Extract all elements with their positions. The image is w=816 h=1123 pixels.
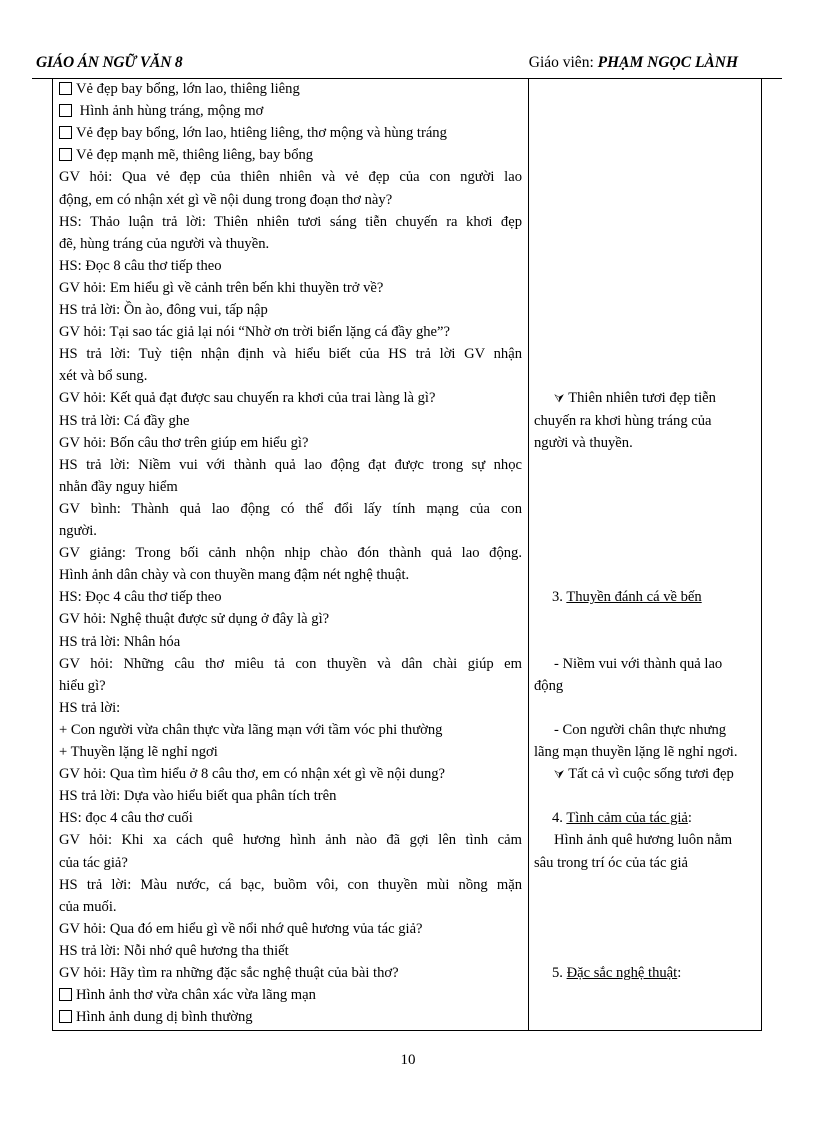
text-line <box>59 212 522 232</box>
line-text: người. <box>59 523 97 539</box>
line-text: Hình ảnh quê hương luôn nằm <box>554 832 733 849</box>
line-text: Tất cả vì cuộc sống tươi đẹp <box>568 766 734 783</box>
column-divider <box>528 79 529 1030</box>
line-text: - Con người chân thực nhưng <box>554 721 727 738</box>
line-text: Vẻ đẹp mạnh mẽ, thiêng liêng, bay bổng <box>76 147 314 164</box>
section-heading <box>552 963 681 983</box>
text-line <box>59 632 180 652</box>
text-line <box>59 830 522 850</box>
text-line <box>59 764 445 784</box>
teacher-label: Giáo viên: <box>528 54 594 71</box>
line-text: GV hỏi: Qua vẻ đẹp của thiên nhiên và vẻ đẹp của con người lao <box>59 169 522 186</box>
section-number: 4. <box>552 810 567 827</box>
line-text: HS: đọc 4 câu thơ cuối <box>59 810 193 827</box>
line-text: + Thuyền lặng lẽ nghỉ ngơi <box>59 744 218 760</box>
text-line <box>59 676 106 696</box>
line-text: GV hỏi: Tại sao tác giả lại nói “Nhờ ơn trời biển lặng cá đầy ghe”? <box>59 324 450 341</box>
text-line <box>59 234 269 254</box>
line-text: Hình ảnh dung dị bình thường <box>76 1009 253 1026</box>
text-line <box>59 256 222 276</box>
text-line <box>59 190 392 210</box>
text-line <box>59 499 522 519</box>
content-line <box>534 676 563 696</box>
line-text: GV hỏi: Em hiểu gì về cảnh trên bến khi thuyền trở về? <box>59 279 384 296</box>
checkbox-option[interactable] <box>59 1007 253 1027</box>
line-text: Hình ảnh dân chày và con thuyền mang đậm nét nghệ thuật. <box>59 567 410 584</box>
text-line <box>59 543 522 563</box>
line-text: động, em có nhận xét gì về nội dung trong đoạn thơ này? <box>59 191 393 208</box>
line-text: người và thuyền. <box>534 434 633 451</box>
text-line <box>59 720 442 740</box>
line-text: sâu trong trí óc của tác giả <box>534 854 688 871</box>
teacher-info <box>529 54 738 72</box>
line-text: nhằn đầy nguy hiểm <box>59 478 178 495</box>
text-line <box>59 366 147 386</box>
line-text: chuyến ra khơi hùng tráng của <box>534 412 712 429</box>
text-line <box>59 919 423 939</box>
text-line <box>59 300 268 320</box>
line-text: GV hỏi: Qua đó em hiểu gì về nổi nhớ quê hương vủa tác giả? <box>59 920 423 937</box>
content-line <box>554 830 732 850</box>
content-line <box>534 853 688 873</box>
line-text: Vẻ đẹp bay bổng, lớn lao, thiêng liêng <box>76 81 300 97</box>
line-text: Hình ảnh thơ vừa chân xác vừa lãng mạn <box>76 987 316 1004</box>
text-line <box>59 808 193 828</box>
line-text: đẽ, hùng tráng của người và thuyền. <box>59 235 270 252</box>
line-text: HS trả lời: Dựa vào hiểu biết qua phân tích trên <box>59 788 337 805</box>
text-line <box>59 278 383 298</box>
page-header <box>32 52 782 79</box>
text-line <box>59 388 435 408</box>
text-line <box>59 897 117 917</box>
line-text: GV hỏi: Khi xa cách quê hương hình ảnh nào đã gợi lên tình cảm <box>59 832 522 849</box>
line-text: GV hỏi: Hãy tìm ra những đặc sắc nghệ thuật của bài thơ? <box>59 965 399 981</box>
line-text: của muối. <box>59 898 117 915</box>
checkbox-icon[interactable] <box>59 82 72 95</box>
section-heading <box>552 587 702 607</box>
line-text: HS trả lời: Niềm vui với thành quả lao động đạt được trong sự nhọc <box>59 456 522 473</box>
section-heading <box>552 808 692 828</box>
line-text: HS trả lời: Ồn ào, đông vui, tấp nập <box>59 302 268 318</box>
checkbox-option[interactable] <box>59 79 300 99</box>
line-text: Tình cảm của tác giả <box>566 810 688 827</box>
lesson-plan-title: GIÁO ÁN NGỮ VĂN 8 <box>36 54 183 71</box>
line-text: HS trả lời: Nhân hóa <box>59 633 181 650</box>
text-line <box>59 521 97 541</box>
text-line <box>59 322 450 342</box>
arrow-bullet-icon: ⮛ <box>554 391 565 406</box>
heading-suffix: : <box>677 965 682 981</box>
line-text: hiểu gì? <box>59 677 106 694</box>
text-line <box>59 477 178 497</box>
line-text: GV hỏi: Qua tìm hiểu ở 8 câu thơ, em có nhận xét gì về nội dung? <box>59 766 446 783</box>
line-text: + Con người vừa chân thực vừa lãng mạn với tầm vóc phi thường <box>59 721 443 738</box>
line-text: HS trả lời: Màu nước, cá bạc, buồm vôi, con thuyền mùi nồng mặn <box>59 876 522 893</box>
line-text: HS trả lời: Cá đầy ghe <box>59 412 190 429</box>
checkbox-option[interactable] <box>59 145 313 165</box>
line-text: HS trả lời: Nỗi nhớ quê hương tha thiết <box>59 942 289 959</box>
line-text: GV hỏi: Kết quả đạt được sau chuyến ra khơi của trai làng là gì? <box>59 390 436 407</box>
text-line <box>59 411 190 431</box>
text-line <box>59 433 308 453</box>
teacher-name: PHẠM NGỌC LÀNH <box>597 54 738 71</box>
line-text: HS: Thảo luận trả lời: Thiên nhiên tươi sáng tiễn chuyến ra khơi đẹp <box>59 213 522 230</box>
content-line <box>534 742 737 762</box>
line-text: Hình ảnh hùng tráng, mộng mơ <box>76 103 264 120</box>
line-text: HS: Đọc 8 câu thơ tiếp theo <box>59 257 222 274</box>
line-text: Thuyền đánh cá về bến <box>566 589 702 606</box>
text-line <box>59 941 289 961</box>
checkbox-option[interactable] <box>59 123 447 143</box>
line-text: GV hỏi: Bốn câu thơ trên giúp em hiểu gì? <box>59 434 309 451</box>
text-line <box>59 963 399 983</box>
content-line <box>554 764 734 784</box>
text-line <box>59 167 522 187</box>
text-line <box>59 698 120 718</box>
line-text: của tác giả? <box>59 854 128 871</box>
checkbox-icon[interactable] <box>59 104 72 117</box>
text-line <box>59 609 329 629</box>
page-number: 10 <box>400 1052 416 1068</box>
line-text: lãng mạn thuyền lặng lẽ nghỉ ngơi. <box>534 744 738 760</box>
line-text: GV hỏi: Nghệ thuật được sử dụng ở đây là gì? <box>59 611 330 628</box>
line-text: động <box>534 677 564 694</box>
line-text: HS: Đọc 4 câu thơ tiếp theo <box>59 589 222 606</box>
line-text: GV bình: Thành quả lao động có thể đổi lấy tính mạng của con <box>59 500 522 517</box>
line-text: GV giảng: Trong bối cảnh nhộn nhịp chào đón thành quả lao động. <box>59 545 522 562</box>
lesson-table <box>52 78 762 1031</box>
content-line <box>554 654 722 674</box>
checkbox-icon[interactable] <box>59 126 72 139</box>
text-line <box>59 455 522 475</box>
heading-suffix: : <box>687 810 692 827</box>
arrow-bullet-icon: ⮛ <box>554 767 565 782</box>
text-line <box>59 875 522 895</box>
content-line <box>534 411 712 431</box>
text-line <box>59 654 522 674</box>
line-text: HS trả lời: <box>59 699 121 716</box>
line-text: - Niềm vui với thành quả lao <box>554 655 723 672</box>
text-line <box>59 587 222 607</box>
section-number: 3. <box>552 589 567 606</box>
checkbox-icon[interactable] <box>59 988 72 1001</box>
line-text: xét và bổ sung. <box>59 368 148 385</box>
line-text: Đặc sắc nghệ thuật <box>566 965 678 981</box>
text-line <box>59 344 522 364</box>
section-number: 5. <box>552 965 567 981</box>
content-line <box>554 720 726 740</box>
line-text: HS trả lời: Tuỳ tiện nhận định và hiểu biết của HS trả lời GV nhận <box>59 346 522 363</box>
text-line <box>59 742 218 762</box>
checkbox-option[interactable] <box>59 985 316 1005</box>
line-text: GV hỏi: Những câu thơ miêu tả con thuyền và dân chài giúp em <box>59 655 522 672</box>
line-text: Thiên nhiên tươi đẹp tiễn <box>568 390 716 407</box>
text-line <box>59 786 336 806</box>
checkbox-option[interactable] <box>59 101 263 121</box>
line-text: Vẻ đẹp bay bổng, lớn lao, htiêng liêng, thơ mộng và hùng tráng <box>76 125 447 142</box>
content-line <box>534 433 633 453</box>
text-line <box>59 853 128 873</box>
checkbox-icon[interactable] <box>59 148 72 161</box>
text-line <box>59 565 409 585</box>
checkbox-icon[interactable] <box>59 1010 72 1023</box>
content-line <box>554 388 716 408</box>
